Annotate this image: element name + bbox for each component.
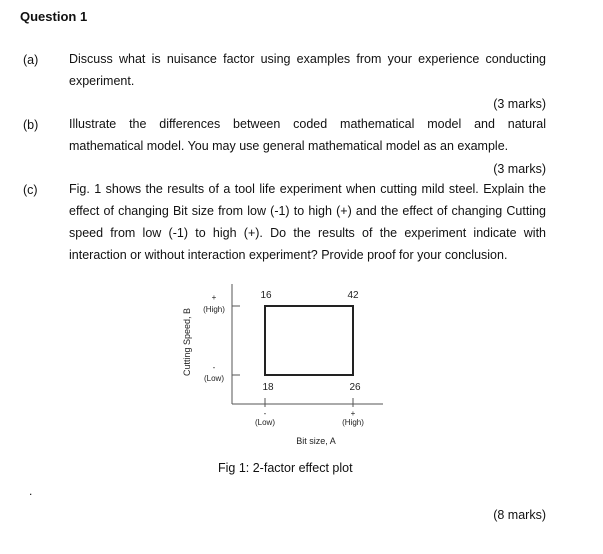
x-high-sign: + — [350, 409, 356, 418]
corner-value-low-a-high-b: 16 — [260, 290, 272, 301]
question-title: Question 1 — [20, 9, 88, 24]
y-high-sign: + — [211, 293, 217, 302]
stray-bullet: . — [29, 484, 33, 498]
part-a-text: Discuss what is nuisance factor using examples from your experience conducting experiment. — [69, 52, 546, 88]
y-axis-title: Cutting Speed, B — [182, 307, 192, 377]
effect-plot — [170, 280, 400, 455]
y-high-label: (High) — [203, 305, 225, 314]
corner-value-high-a-low-b: 26 — [349, 382, 361, 393]
part-c-marks: (8 marks) — [493, 508, 546, 522]
y-low-label: (Low) — [203, 374, 225, 383]
effect-square — [265, 306, 353, 375]
y-low-sign: - — [212, 363, 216, 372]
x-low-label: (Low) — [254, 418, 276, 427]
x-axis-title: Bit size, A — [296, 436, 336, 446]
part-a-marks: (3 marks) — [493, 97, 546, 111]
figure-caption: Fig 1: 2-factor effect plot — [218, 461, 353, 475]
corner-value-low-a-low-b: 18 — [262, 382, 274, 393]
part-a-label: (a) — [23, 53, 39, 67]
x-high-label: (High) — [342, 418, 364, 427]
part-b-text: Illustrate the differences between coded mathematical model and natural mathematical model. You may use general mathematical model as an example. — [69, 117, 546, 153]
part-c-text: Fig. 1 shows the results of a tool life experiment when cutting mild steel. Explain the effect of changing Bit size from low (-1) to high (+) and the effect of changing Cutting speed from low (-1) to high (+). Do the results of the experiment indicate with interaction or without interaction experiment? Provide proof for your conclusion. — [69, 182, 546, 262]
corner-value-high-a-high-b: 42 — [347, 290, 359, 301]
part-b-label: (b) — [23, 118, 39, 132]
part-b-marks: (3 marks) — [493, 162, 546, 176]
part-c-label: (c) — [23, 183, 38, 197]
x-low-sign: - — [263, 409, 267, 418]
